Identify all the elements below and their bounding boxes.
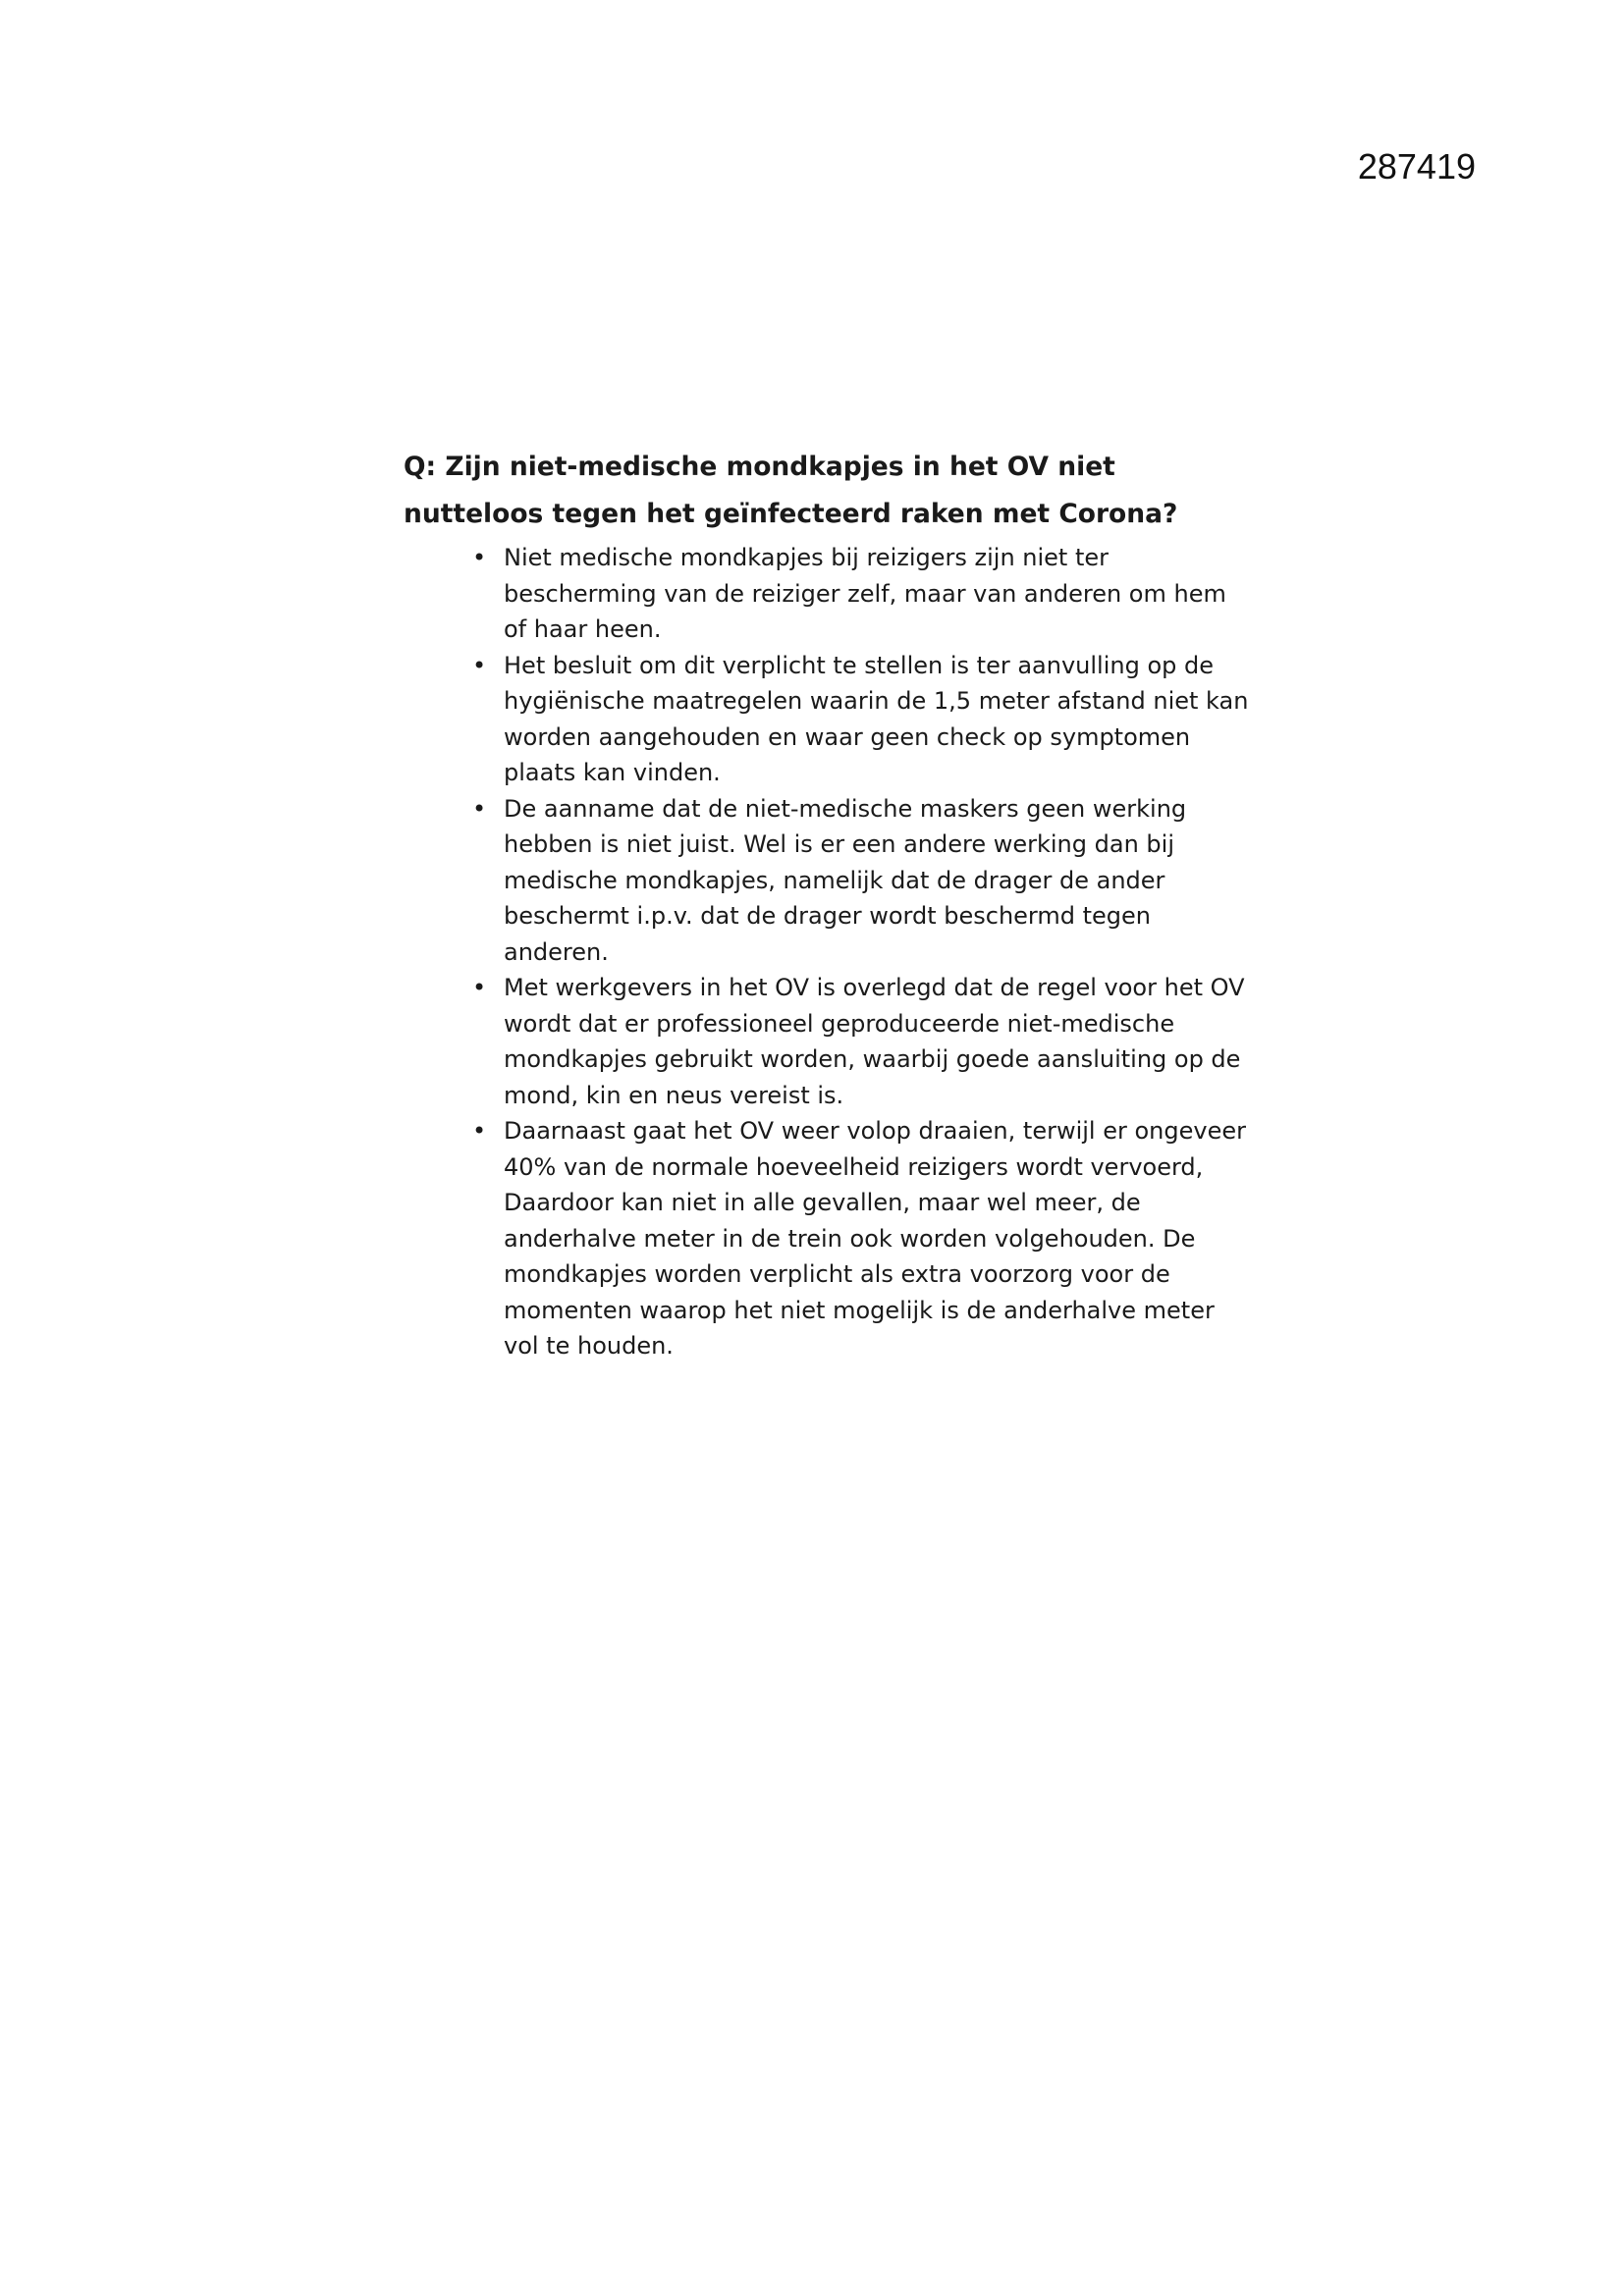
answer-item: [472, 540, 1250, 648]
bullet-icon: •: [472, 794, 487, 823]
document-number: 287419: [1357, 146, 1476, 187]
answer-text: Daarnaast gaat het OV weer volop draaien, terwijl er ongeveer 40% van de normale hoeveelheid reizigers wordt vervoerd, Daardoor kan niet in alle gevallen, maar wel meer, de anderhalve meter in de trein ook worden volgehouden. De mondkapjes worden verplicht als extra voorzorg voor de momenten waarop het niet mogelijk is de anderhalve meter vol te houden.: [504, 1117, 1246, 1360]
answer-item: [472, 791, 1250, 971]
answer-item: [472, 648, 1250, 791]
bullet-icon: •: [472, 1117, 487, 1145]
answer-text: Met werkgevers in het OV is overlegd dat de regel voor het OV wordt dat er professioneel geproduceerde niet-medische mondkapjes gebruikt worden, waarbij goede aansluiting op de mond, kin en neus vereist is.: [504, 974, 1245, 1109]
answer-text: Niet medische mondkapjes bij reizigers zijn niet ter bescherming van de reiziger zelf, maar van anderen om hem of haar heen.: [504, 544, 1226, 643]
qa-section: [404, 444, 1248, 1364]
question-heading: Q: Zijn niet-medische mondkapjes in het OV niet nutteloos tegen het geïnfecteerd raken met Corona?: [404, 452, 1178, 529]
bullet-icon: •: [472, 974, 487, 1001]
answer-text: De aanname dat de niet-medische maskers geen werking hebben is niet juist. Wel is er een andere werking dan bij medische mondkapjes, namelijk dat de drager de ander beschermt i.p.v. dat de drager wordt beschermd tegen anderen.: [504, 794, 1187, 966]
answer-item: [472, 1113, 1250, 1364]
answer-text: Het besluit om dit verplicht te stellen is ter aanvulling op de hygiënische maatregelen waarin de 1,5 meter afstand niet kan worden aangehouden en waar geen check op symptomen plaats kan vinden.: [504, 651, 1249, 786]
answer-item: [472, 970, 1250, 1113]
bullet-icon: •: [472, 544, 487, 571]
answer-list: [404, 540, 1250, 1364]
bullet-icon: •: [472, 651, 487, 679]
